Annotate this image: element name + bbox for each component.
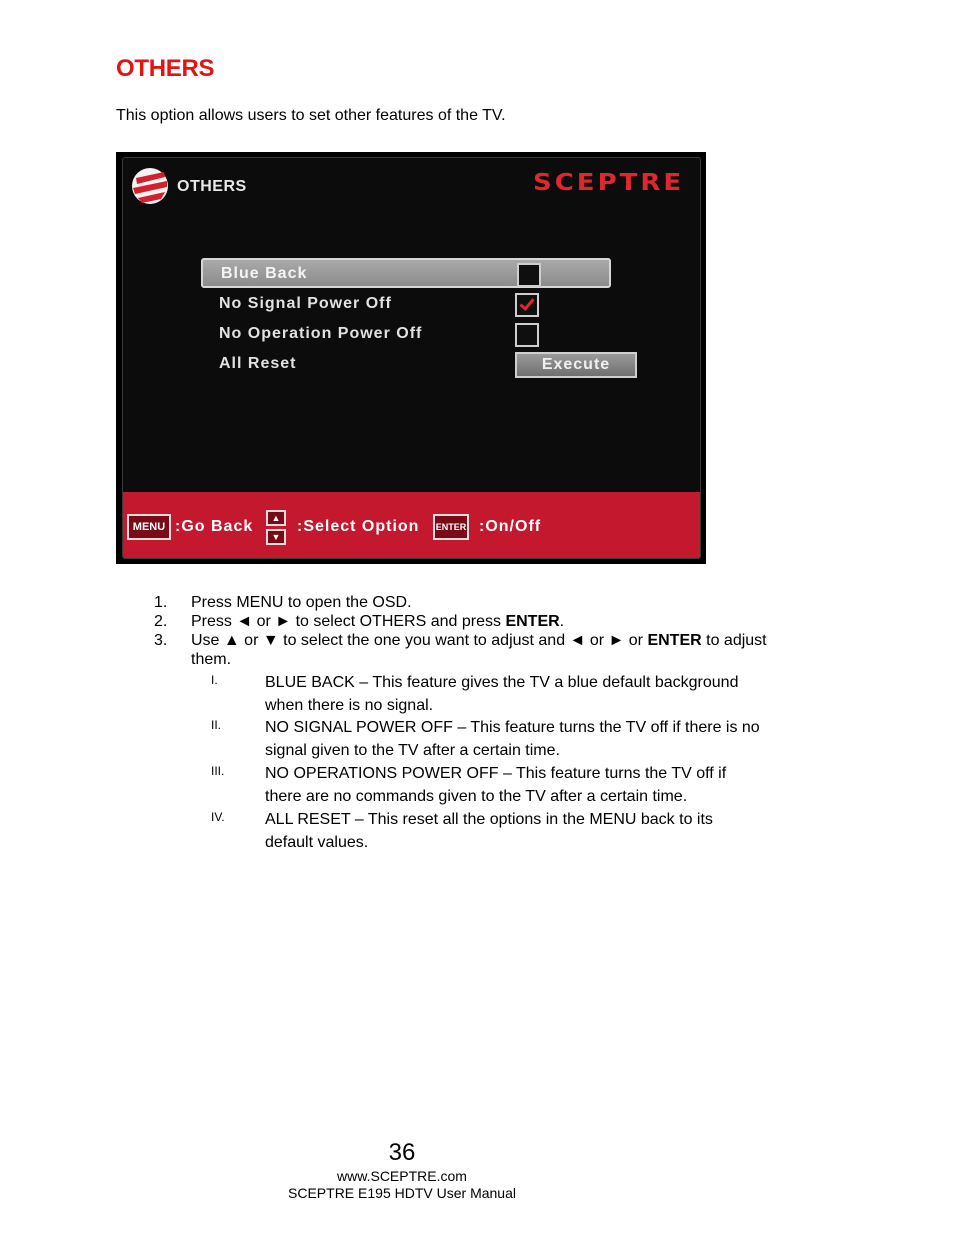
intro-text: This option allows users to set other features of the TV. bbox=[116, 107, 506, 124]
osd-title: OTHERS bbox=[177, 178, 247, 195]
step-text: Press MENU to open the OSD. bbox=[191, 594, 412, 611]
brand-logo: SCEPTRE bbox=[533, 169, 685, 197]
instruction-steps bbox=[154, 593, 774, 669]
sub-item-text: BLUE BACK – This feature gives the TV a blue default background when there is no signal. bbox=[265, 674, 739, 714]
footer-manual-title: SCEPTRE E195 HDTV User Manual bbox=[288, 1185, 516, 1201]
go-back-hint: :Go Back bbox=[175, 518, 254, 535]
osd-screen bbox=[122, 157, 701, 559]
page-number: 36 bbox=[388, 1139, 416, 1166]
sub-item-text: NO SIGNAL POWER OFF – This feature turns the TV off if there is no signal given to the TV after a certain time. bbox=[265, 719, 760, 759]
step-text: Press ◄ or ► to select OTHERS and press bbox=[191, 613, 506, 630]
execute-button[interactable]: Execute bbox=[515, 352, 637, 378]
osd-screenshot bbox=[116, 152, 706, 564]
on-off-hint: :On/Off bbox=[479, 518, 542, 535]
footer-website: www.SCEPTRE.com bbox=[337, 1168, 467, 1184]
menu-item-no-operation-power-off[interactable] bbox=[201, 320, 611, 350]
menu-key-icon: MENU bbox=[127, 514, 171, 540]
step-text: to adjust them. bbox=[191, 632, 767, 668]
no-operation-power-off-checkbox[interactable] bbox=[515, 323, 539, 347]
osd-help-bar bbox=[123, 492, 700, 559]
step-bold: ENTER bbox=[505, 613, 560, 630]
select-option-hint: :Select Option bbox=[297, 518, 420, 535]
step-item bbox=[154, 612, 774, 631]
roman-numeral: I. bbox=[211, 673, 218, 687]
menu-item-label: No Signal Power Off bbox=[219, 295, 392, 312]
sub-item-text: ALL RESET – This reset all the options in the MENU back to its default values. bbox=[265, 811, 713, 851]
sub-item-text: NO OPERATIONS POWER OFF – This feature turns the TV off if there are no commands given to the TV after a certain time. bbox=[265, 765, 727, 805]
step-number: 2. bbox=[154, 613, 168, 630]
sceptre-ball-icon bbox=[127, 162, 173, 208]
roman-numeral: II. bbox=[211, 718, 222, 732]
menu-item-blue-back[interactable] bbox=[201, 258, 611, 288]
step-number: 3. bbox=[154, 632, 168, 649]
menu-item-label: Blue Back bbox=[221, 265, 308, 282]
menu-item-all-reset[interactable] bbox=[201, 352, 611, 382]
menu-item-label: No Operation Power Off bbox=[219, 325, 423, 342]
step-bold: ENTER bbox=[647, 632, 702, 649]
section-heading: OTHERS bbox=[116, 55, 215, 82]
roman-numeral: III. bbox=[211, 764, 225, 778]
step-item bbox=[154, 593, 774, 612]
up-down-arrows-icon: ▲ ▼ bbox=[266, 510, 286, 546]
menu-item-label: All Reset bbox=[219, 355, 297, 372]
step-number: 1. bbox=[154, 594, 168, 611]
menu-item-no-signal-power-off[interactable] bbox=[201, 290, 611, 320]
roman-numeral: IV. bbox=[211, 810, 225, 824]
enter-key-icon: ENTER bbox=[433, 514, 469, 540]
no-signal-power-off-checkbox[interactable] bbox=[515, 293, 539, 317]
step-text: . bbox=[559, 613, 565, 630]
step-text: Use ▲ or ▼ to select the one you want to adjust and ◄ or ► or bbox=[191, 632, 648, 649]
step-item bbox=[154, 631, 774, 669]
blue-back-checkbox[interactable] bbox=[517, 263, 541, 287]
